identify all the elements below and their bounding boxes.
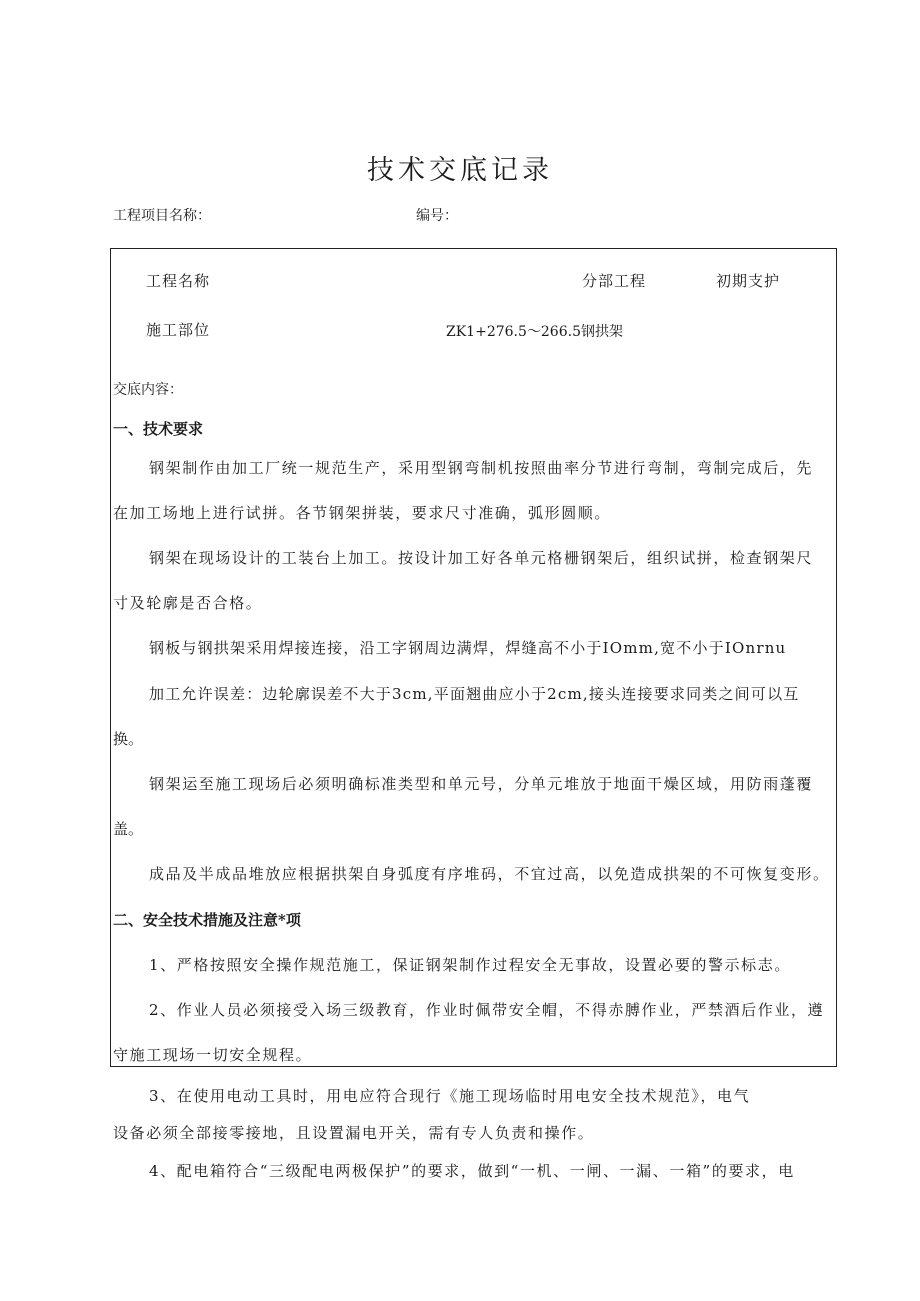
safety-item-3-line-2: 设备必须全部接零接地，且设置漏电开关，需有专人负责和操作。 [113,1124,595,1142]
safety-item-3-line-1: 3、在使用电动工具时，用电应符合现行《施工现场临时用电安全技术规范》，电气 [149,1087,751,1105]
paragraph-1-line-2: 在加工场地上进行试拼。各节钢架拼装，要求尺寸准确，弧形圆顺。 [113,504,612,522]
paragraph-4-line-2: 换。 [113,730,144,748]
section-2-heading: 二、安全技术措施及注意*项 [113,911,301,929]
content-intro: 交底内容： [113,382,183,398]
paragraph-6: 成品及半成品堆放应根据拱架自身弧度有序堆码，不宜过高，以免造成拱架的不可恢复变形。 [149,865,830,883]
location-label: 施工部位 [146,321,211,339]
project-name-cell-label: 工程名称 [146,272,211,290]
paragraph-3: 钢板与钢拱架采用焊接连接，沿工字钢周边满焊，焊缝高不小于IOmm,宽不小于IOnrnu [149,639,787,657]
project-name-label: 工程项目名称： [113,208,211,224]
safety-item-2-line-1: 2、作业人员必须接受入场三级教育，作业时佩带安全帽，不得赤膊作业，严禁酒后作业，遵 [149,1001,825,1019]
sub-project-value: 初期支护 [716,272,781,290]
section-1-heading: 一、技术要求 [113,420,204,438]
paragraph-5-line-1: 钢架运至施工现场后必须明确标准类型和单元号，分单元堆放于地面干燥区域，用防雨蓬覆 [149,775,814,793]
paragraph-4-line-1: 加工允许误差：边轮廓误差不大于3cm,平面翘曲应小于2cm,接头连接要求同类之间可以互 [149,685,800,703]
paragraph-2-line-2: 寸及轮廓是否合格。 [113,594,263,612]
safety-item-1: 1、严格按照安全操作规范施工，保证钢架制作过程安全无事故，设置必要的警示标志。 [149,956,791,974]
sub-project-label: 分部工程 [582,272,647,290]
safety-item-2-line-2: 守施工现场一切安全规程。 [113,1046,313,1064]
paragraph-1-line-1: 钢架制作由加工厂统一规范生产，采用型钢弯制机按照曲率分节进行弯制，弯制完成后，先 [149,459,814,477]
page-title: 技术交底记录 [367,155,553,186]
location-value: ZK1+276.5～266.5钢拱架 [446,324,623,340]
safety-item-4-line-1: 4、配电箱符合“三级配电两极保护”的要求，做到“一机、一闸、一漏、一箱”的要求，电 [149,1162,795,1180]
paragraph-5-line-2: 盖。 [113,820,144,838]
paragraph-2-line-1: 钢架在现场设计的工装台上加工。按设计加工好各单元格栅钢架后，组织试拼，检查钢架尺 [149,549,814,567]
document-number-label: 编号： [416,208,458,224]
